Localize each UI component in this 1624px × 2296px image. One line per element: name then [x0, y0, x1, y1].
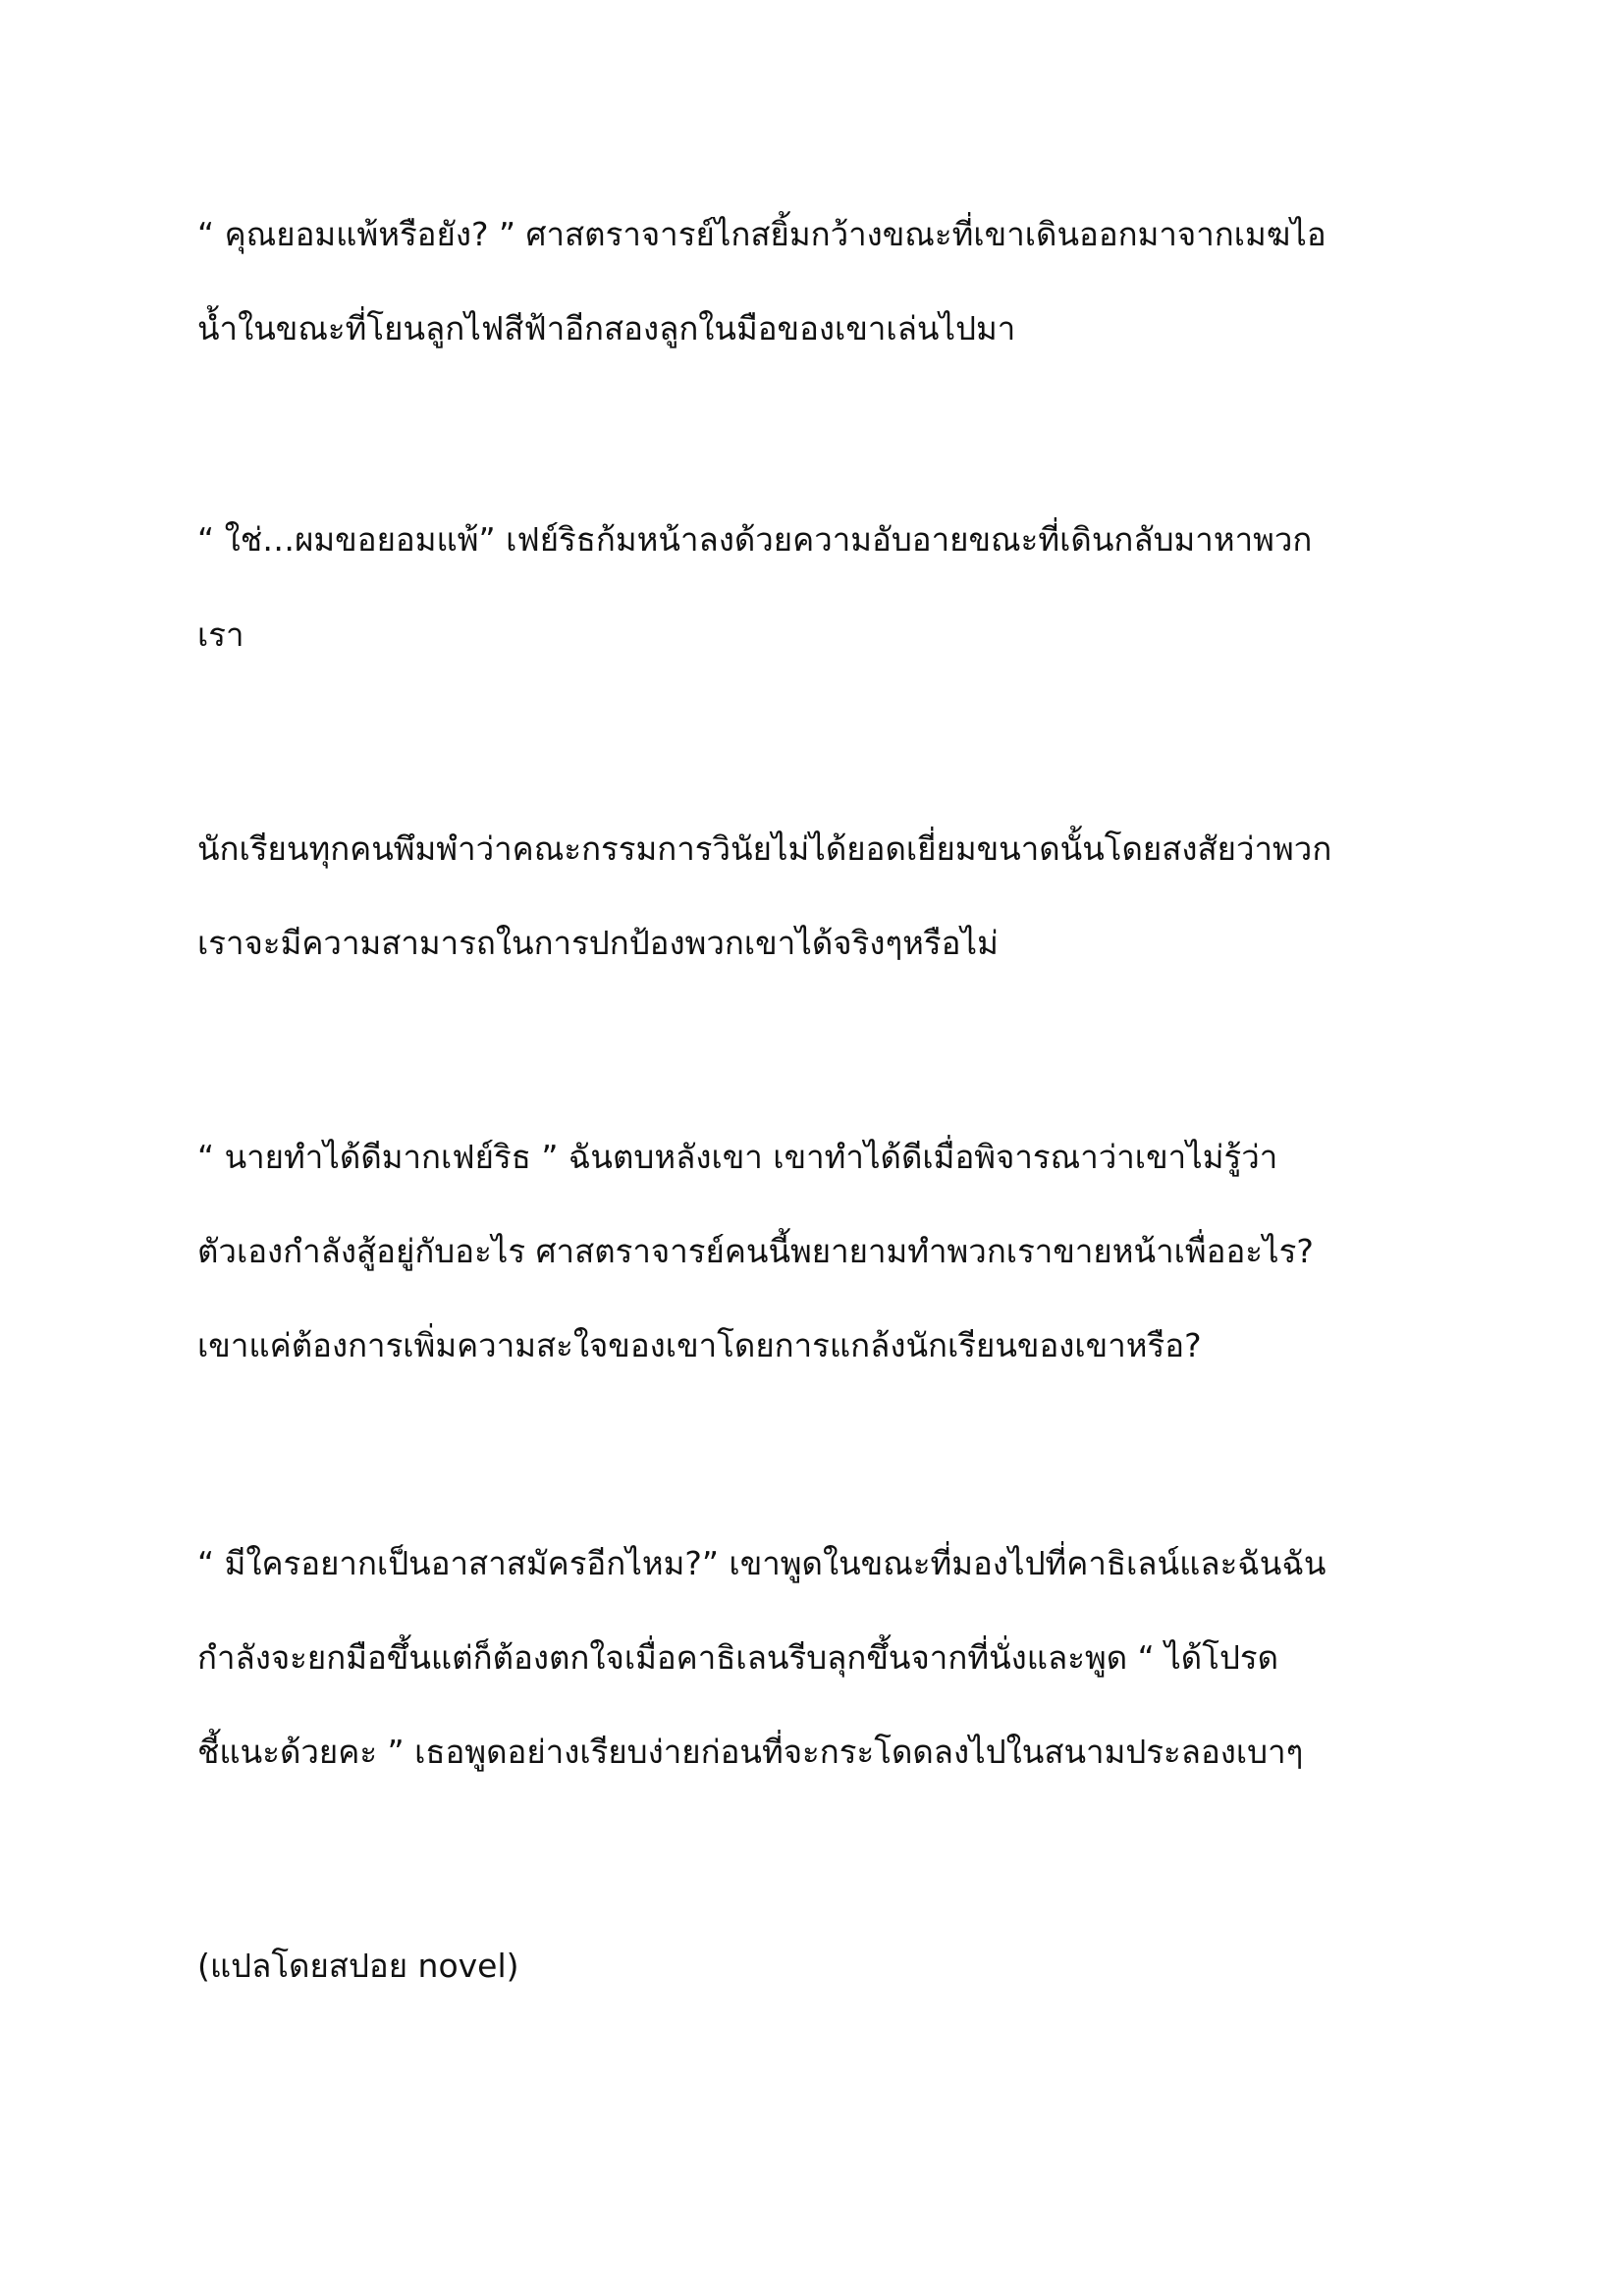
paragraph-5-line-2: กำลังจะยกมือขึ้นแต่ก็ต้องตกใจเมื่อคาธิเลนรีบลุกขึ้นจากที่นั่งและพูด “ ได้โปรด [197, 1638, 1279, 1677]
paragraph-2-line-1: “ ใช่…ผมขอยอมแพ้” เฟย์ริธก้มหน้าลงด้วยความอับอายขณะที่เดินกลับมาหาพวก [197, 520, 1313, 559]
paragraph-1-line-1: “ คุณยอมแพ้หรือยัง? ” ศาสตราจารย์ไกสยิ้มกว้างขณะที่เขาเดินออกมาจากเมฆไอ [197, 215, 1326, 253]
paragraph-5-line-1: “ มีใครอยากเป็นอาสาสมัครอีกไหม?” เขาพูดในขณะที่มองไปที่คาธิเลน์และฉันฉัน [197, 1544, 1326, 1582]
paragraph-3-line-2: เราจะมีความสามารถในการปกป้องพวกเขาได้จริงๆหรือไม่ [197, 924, 999, 962]
paragraph-1-line-2: น้ำในขณะที่โยนลูกไฟสีฟ้าอีกสองลูกในมือของเขาเล่นไปมา [197, 309, 1016, 347]
translator-credit: (แปลโดยสปอย novel) [197, 1947, 519, 1985]
paragraph-2-line-2: เรา [197, 615, 244, 654]
paragraph-3-line-1: นักเรียนทุกคนพึมพำว่าคณะกรรมการวินัยไม่ได้ยอดเยี่ยมขนาดนั้นโดยสงสัยว่าพวก [197, 829, 1332, 868]
paragraph-4-line-3: เขาแค่ต้องการเพิ่มความสะใจของเขาโดยการแกล้งนักเรียนของเขาหรือ? [197, 1326, 1202, 1364]
paragraph-4-line-2: ตัวเองกำลังสู้อยู่กับอะไร ศาสตราจารย์คนนี้พยายามทำพวกเราขายหน้าเพื่ออะไร? [197, 1232, 1314, 1270]
paragraph-5-line-3: ชี้แนะด้วยคะ ” เธอพูดอย่างเรียบง่ายก่อนที่จะกระโดดลงไปในสนามประลองเบาๆ [197, 1733, 1304, 1771]
paragraph-4-line-1: “ นายทำได้ดีมากเฟย์ริธ ” ฉันตบหลังเขา เขาทำได้ดีเมื่อพิจารณาว่าเขาไม่รู้ว่า [197, 1138, 1278, 1176]
